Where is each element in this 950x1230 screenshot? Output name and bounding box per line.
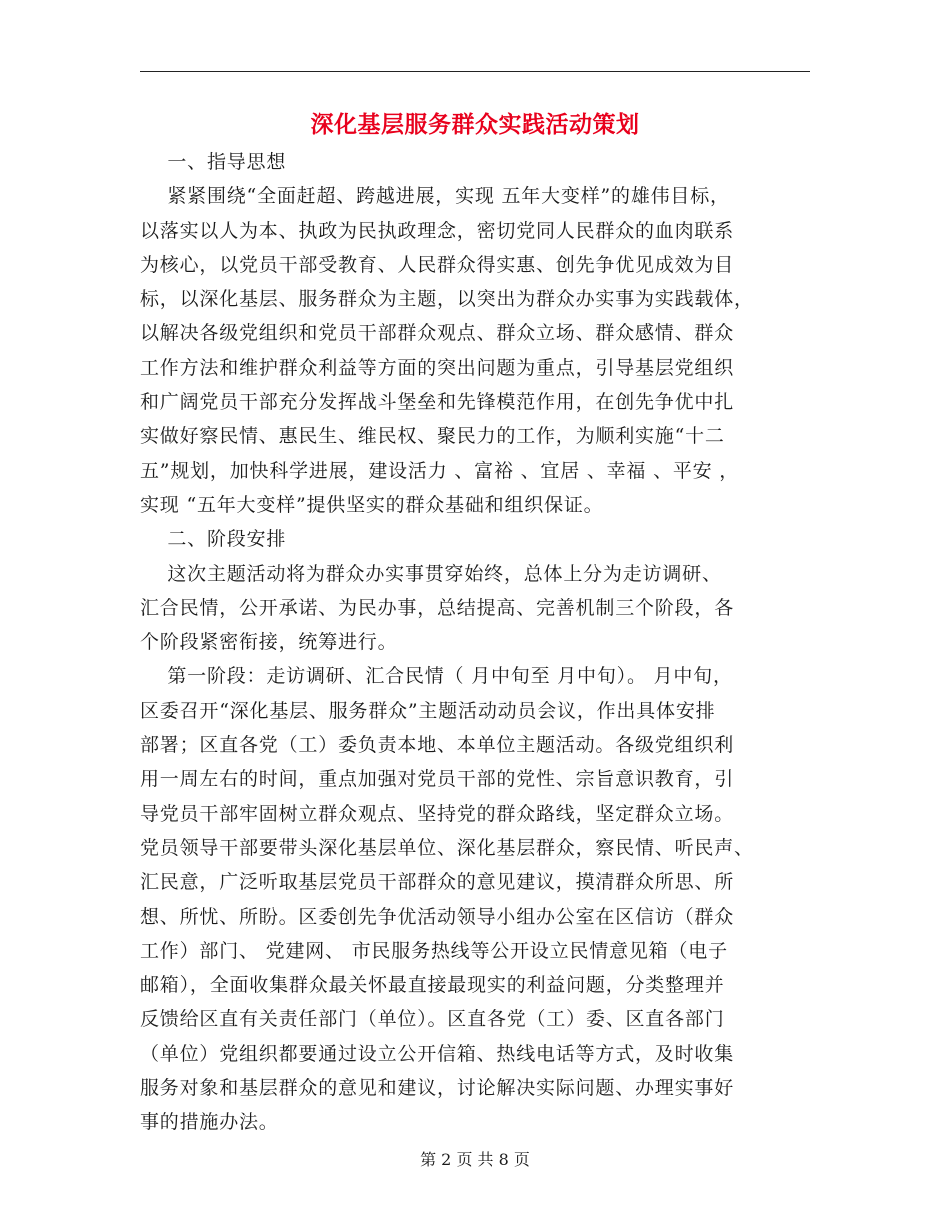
text-line: 个阶段紧密衔接，统筹进行。 [140,631,398,654]
text-line: 用一周左右的时间，重点加强对党员干部的党性、宗旨意识教育，引 [140,768,735,791]
text-line: 标，以深化基层、服务群众为主题，以突出为群众办实事为实践载体， [140,288,754,311]
document-body [140,145,820,1140]
text-line: 第一阶段：走访调研、汇合民情（ 月中旬至 月中旬）。 月中旬， [140,665,733,688]
document-title: 深化基层服务群众实践活动策划 [310,111,640,138]
text-line: 想、所忧、所盼。区委创先争优活动领导小组办公室在区信访（群众 [140,905,735,928]
page-number: 第 2 页 共 8 页 [420,1150,530,1169]
text-line: 汇民意，广泛听取基层党员干部群众的意见建议，摸清群众所思、所 [140,871,735,894]
text-line: 服务对象和基层群众的意见和建议，讨论解决实际问题、办理实事好 [140,1077,735,1100]
text-line: 邮箱），全面收集群众最关怀最直接最现实的利益问题，分类整理并 [140,974,725,997]
text-line: 实做好察民情、惠民生、维民权、聚民力的工作，为顺利实施“十二 [140,425,725,448]
text-line: 这次主题活动将为群众办实事贯穿始终，总体上分为走访调研、 [140,562,722,585]
text-line: 二、阶段安排 [140,528,287,551]
text-line: 导党员干部牢固树立群众观点、坚持党的群众路线，坚定群众立场。 [140,802,735,825]
text-line: 五”规划，加快科学进展，建设活力 、富裕 、宜居 、幸福 、平安 ， [140,459,740,482]
text-line: 汇合民情，公开承诺、为民办事，总结提高、完善机制三个阶段，各 [140,596,735,619]
text-line: 为核心，以党员干部受教育、人民群众得实惠、创先争优见成效为目 [140,253,735,276]
text-line: 和广阔党员干部充分发挥战斗堡垒和先锋模范作用，在创先争优中扎 [140,391,735,414]
text-line: 以落实以人为本、执政为民执政理念，密切党同人民群众的血肉联系 [140,219,735,242]
text-line: 工作）部门、 党建网、 市民服务热线等公开设立民情意见箱（电子 [140,939,728,962]
text-line: 区委召开“深化基层、服务群众”主题活动动员会议，作出具体安排 [140,699,716,722]
text-line: 部署；区直各党（工）委负责本地、本单位主题活动。各级党组织利 [140,734,735,757]
text-line: 实现 “五年大变样”提供坚实的群众基础和组织保证。 [140,493,604,516]
text-line: 党员领导干部要带头深化基层单位、深化基层群众，察民情、听民声、 [140,836,754,859]
text-line: 以解决各级党组织和党员干部群众观点、群众立场、群众感情、群众 [140,322,735,345]
text-line: 一、指导思想 [140,151,287,173]
text-line: （单位）党组织都要通过设立公开信箱、热线电话等方式，及时收集 [140,1042,735,1065]
text-line: 工作方法和维护群众利益等方面的突出问题为重点，引导基层党组织 [140,356,735,379]
text-line: 紧紧围绕“全面赶超、跨越进展，实现 五年大变样”的雄伟目标， [140,185,730,208]
text-line: 反馈给区直有关责任部门（单位）。区直各党（工）委、区直各部门 [140,1008,725,1031]
text-line: 事的措施办法。 [140,1111,279,1134]
header-rule [140,71,810,72]
